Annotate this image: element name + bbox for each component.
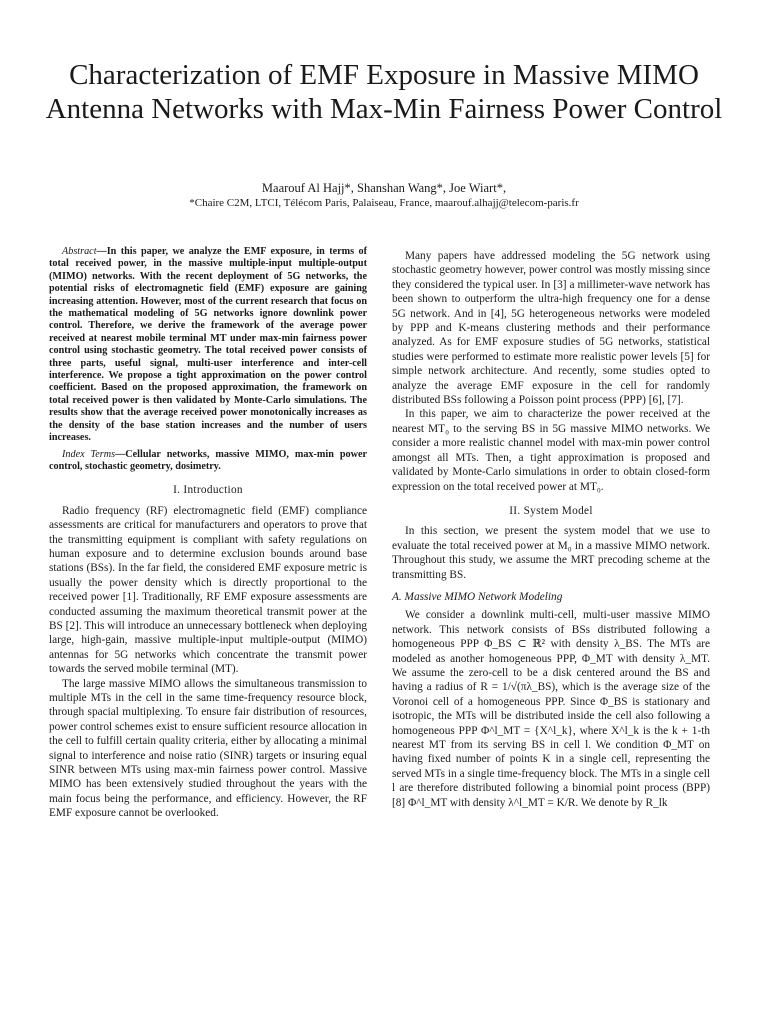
index-terms bbox=[49, 449, 367, 474]
index-terms-text: —Cellular networks, massive MIMO, max-min power control, stochastic geometry, dosimetry. bbox=[49, 448, 367, 472]
subsection-paragraph-1: We consider a downlink multi-cell, multi-user massive MIMO network. This network consists of BSs distributed following a homogeneous PPP Φ_BS ⊂ ℝ² with density λ_BS. The MTs are modeled as another homogeneous PPP, Φ_MT with density λ_MT. We assume the zero-cell to be a disk centered around the BS and having a radius of R = 1/√(πλ_BS), which is the average size of the Voronoi cell of a homogeneous PPP. Since Φ_BS is stationary and isotropic, the MTs will be distributed inside the cell also following a homogeneous PPP Φ^l_MT = {X^l_k}, where X^l_k is the k + 1-th nearest MT from its serving BS in cell l. We condition Φ_MT on having fixed number of points K in a single cell, representing the served MTs in a single time-frequency block. The MTs in a single cell l are therefore distributed following a binomial point process (BPP) [8] Φ^l_MT with density λ^l_MT = K/R. We denote by R_lk bbox=[392, 609, 710, 809]
section-heading-introduction: I. Introduction bbox=[173, 484, 243, 497]
subsection-heading-network-modeling: A. Massive MIMO Network Modeling bbox=[392, 590, 563, 603]
abstract bbox=[49, 246, 367, 445]
right-paragraph-1: Many papers have addressed modeling the 5G network using stochastic geometry however, power control was mostly missing since they considered the typical user. In [3] a millimeter-wave network has been shown to outperform the ultra-high frequency one for a dense 5G network. And in [4], 5G heterogeneous networks were modeled by PPP and K-means clustering methods and their performance analyzed. As for EMF exposure studies of 5G networks, statistical studies were performed to estimate more realistic power levels [5] for simple network architecture. And recently, some studies opted to analyze the average EMF exposure in the cell for randomly distributed BSs following a Poisson point process (PPP) [6], [7]. bbox=[392, 250, 710, 407]
system-paragraph-1: In this section, we present the system model that we use to evaluate the total received power at M₀ in a massive MIMO network. Throughout this study, we assume the MRT precoding scheme at the transmitting BS. bbox=[392, 525, 710, 581]
right-column bbox=[392, 249, 710, 810]
section-heading-system-model: II. System Model bbox=[509, 504, 593, 517]
paper-affiliation: *Chaire C2M, LTCI, Télécom Paris, Palaiseau, France, maarouf.alhajj@telecom-paris.fr bbox=[189, 197, 579, 209]
paper-authors: Maarouf Al Hajj*, Shanshan Wang*, Joe Wiart*, bbox=[261, 181, 507, 195]
paper-title: Characterization of EMF Exposure in Massive MIMO Antenna Networks with Max-Min Fairness Power Control bbox=[45, 59, 723, 125]
index-terms-label: Index Terms bbox=[62, 448, 116, 460]
abstract-text: —In this paper, we analyze the EMF exposure, in terms of total received power, in the massive multiple-input multiple-output (MIMO) networks. With the recent deployment of 5G networks, the potential risks of electromagnetic field (EMF) exposure are gaining increasing attention. However, most of the current research that focus on the mathematical modeling of 5G networks ignore downlink power control. Therefore, we derive the framework of the average power received at nearest mobile terminal MT under max-min fairness power control using stochastic geometry. The total received power consists of three parts, useful signal, multi-user interference and inter-cell interference. We propose a tight approximation on the power control coefficient. Based on the proposed approximation, the framework on total received power is then validated by Monte-Carlo simulations. The results show that the average received power monotonically increases as the density of the base station increases and the number of users increases. bbox=[49, 246, 367, 444]
intro-paragraph-1: Radio frequency (RF) electromagnetic field (EMF) compliance assessments are critical for manufacturers and operators to prove that the transmitting equipment is compliant with safety regulations on human exposure and to determine exclusion bounds around base stations (BSs). In the far field, the considered EMF exposure metric is usually the power density which is directly proportional to the received power [1]. Traditionally, RF EMF exposure assessments are conducted assuming the maximum theoretical transmit power at the BS [2]. This will introduce an unnecessary bottleneck when deploying large, high-gain, massive multiple-input multiple-output (MIMO) antennas for 5G networks which concentrate the transmit power towards the served mobile terminal (MT). bbox=[49, 504, 367, 676]
left-column bbox=[49, 246, 367, 821]
intro-paragraph-2: The large massive MIMO allows the simultaneous transmission to multiple MTs in the cell in the same time-frequency resource block, through spacial multiplexing. To ensure fair distribution of resources, power control schemes exist to ensure sufficient resource allocation in the cell to fulfill certain quality criteria, either by allocating a minimal signal to interference and noise ratio (SINR) targets or insuring equal SINR between MTs using max-min fairness power control. Massive MIMO has been extensively studied throughout the years with the main focus being the performance, and efficiency. However, the RF EMF exposure cannot be overlooked. bbox=[49, 677, 367, 820]
abstract-label: Abstract bbox=[62, 246, 97, 257]
right-paragraph-2: In this paper, we aim to characterize the power received at the nearest MT₀ to the serving BS in 5G massive MIMO networks. We consider a more realistic channel model with max-min power control amongst all MTs. Then, a tight approximation is proposed and validated by Monte-Carlo simulations in order to obtain closed-form expression on the total received power at MT₀. bbox=[392, 408, 710, 493]
